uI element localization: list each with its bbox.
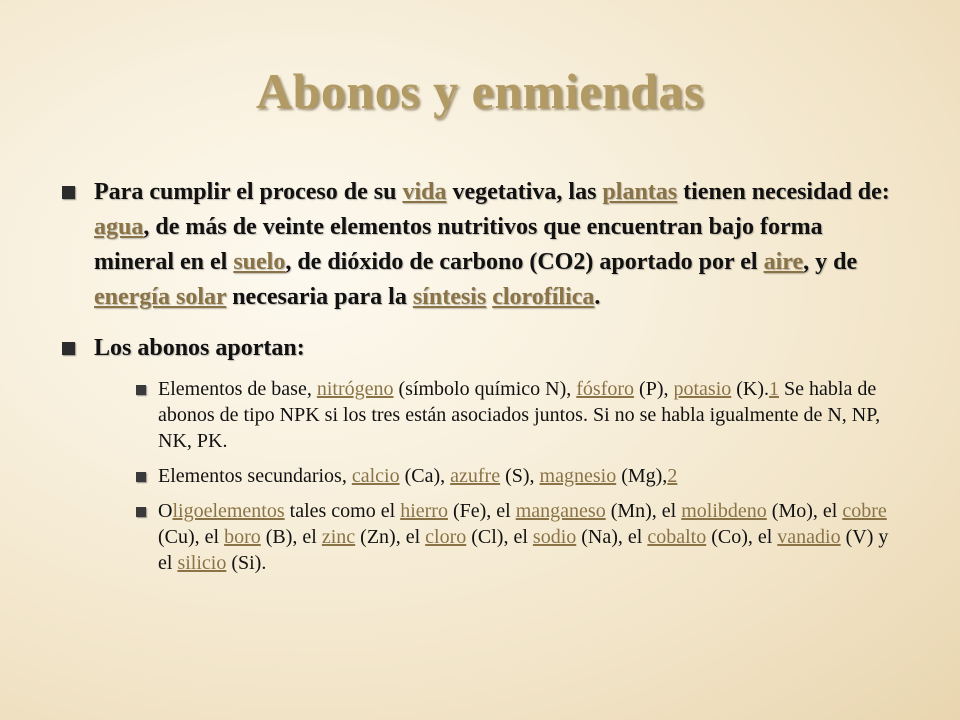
- text: (Ca),: [399, 465, 451, 487]
- text: (V) y el: [158, 526, 889, 574]
- text: (Na), el: [576, 526, 648, 548]
- text: , y de: [803, 249, 858, 275]
- square-bullet-icon: [136, 507, 146, 517]
- link-calcio[interactable]: calcio: [351, 465, 400, 487]
- bullet-item-abonos-aportan: [62, 331, 902, 576]
- text: (Cu), el: [158, 526, 225, 548]
- text: (S),: [500, 465, 540, 487]
- link-nitrogeno[interactable]: nitrógeno: [316, 378, 394, 400]
- link-magnesio[interactable]: magnesio: [539, 465, 617, 487]
- slide-content: [62, 175, 902, 592]
- text: (P),: [634, 378, 674, 400]
- text: (Mn), el: [605, 500, 682, 522]
- link-sodio[interactable]: sodio: [532, 526, 577, 548]
- link-cobre[interactable]: cobre: [842, 500, 887, 522]
- link-clorofilica[interactable]: clorofílica: [492, 284, 595, 310]
- text: tienen necesidad de:: [677, 179, 890, 205]
- link-cloro[interactable]: cloro: [425, 526, 467, 548]
- text: (Zn), el: [355, 526, 426, 548]
- sub-bullet-list: [94, 376, 902, 576]
- text: (B), el: [260, 526, 322, 548]
- text: Se habla de abonos de tipo NPK si los tres están asociados juntos. Si no se habla igualmente de N, NP, NK, PK.: [158, 378, 881, 452]
- text: (Mg),: [616, 465, 668, 487]
- square-bullet-icon: [62, 342, 75, 355]
- link-silicio[interactable]: silicio: [177, 552, 227, 574]
- link-ref-2[interactable]: 2: [667, 465, 678, 487]
- text: .: [594, 284, 601, 310]
- text: (Si).: [226, 552, 267, 574]
- text: (símbolo químico N),: [393, 378, 577, 400]
- text: (Cl), el: [466, 526, 533, 548]
- link-potasio[interactable]: potasio: [673, 378, 732, 400]
- link-molibdeno[interactable]: molibdeno: [681, 500, 767, 522]
- bullet-item-plant-needs: [62, 175, 902, 315]
- text: (Fe), el: [447, 500, 516, 522]
- text: Para cumplir el proceso de su: [94, 179, 403, 205]
- link-vida[interactable]: vida: [402, 179, 447, 205]
- sub-item-elementos-secundarios: [136, 463, 902, 489]
- text: O: [158, 500, 173, 522]
- link-oligoelementos[interactable]: ligoelementos: [172, 500, 285, 522]
- link-agua[interactable]: agua: [94, 214, 144, 240]
- link-boro[interactable]: boro: [224, 526, 261, 548]
- square-bullet-icon: [62, 186, 75, 199]
- link-cobalto[interactable]: cobalto: [647, 526, 707, 548]
- bullet-list: [62, 175, 902, 576]
- link-energia-solar[interactable]: energía solar: [94, 284, 227, 310]
- link-hierro[interactable]: hierro: [400, 500, 448, 522]
- text: (K).: [731, 378, 770, 400]
- text: , de más de veinte elementos nutritivos que encuentran bajo forma mineral en el: [94, 214, 823, 275]
- link-aire[interactable]: aire: [763, 249, 804, 275]
- link-zinc[interactable]: zinc: [321, 526, 356, 548]
- link-ref-1[interactable]: 1: [769, 378, 780, 400]
- sub-item-elementos-base: [136, 376, 902, 454]
- text: tales como el: [284, 500, 401, 522]
- text: vegetativa, las: [446, 179, 603, 205]
- text: Elementos secundarios,: [158, 465, 352, 487]
- square-bullet-icon: [136, 385, 146, 395]
- sub-item-oligoelementos: [136, 498, 902, 576]
- link-vanadio[interactable]: vanadio: [777, 526, 841, 548]
- text: Elementos de base,: [158, 378, 317, 400]
- text: Los abonos aportan:: [94, 335, 305, 361]
- text: (Mo), el: [766, 500, 843, 522]
- slide-title: Abonos y enmiendas: [256, 63, 704, 119]
- text: (Co), el: [706, 526, 778, 548]
- link-manganeso[interactable]: manganeso: [515, 500, 606, 522]
- link-azufre[interactable]: azufre: [450, 465, 501, 487]
- text: , de dióxido de carbono (CO2) aportado por el: [285, 249, 764, 275]
- text: necesaria para la: [226, 284, 413, 310]
- link-plantas[interactable]: plantas: [602, 179, 678, 205]
- link-fosforo[interactable]: fósforo: [576, 378, 635, 400]
- link-suelo[interactable]: suelo: [233, 249, 286, 275]
- link-sintesis[interactable]: síntesis: [412, 284, 487, 310]
- square-bullet-icon: [136, 472, 146, 482]
